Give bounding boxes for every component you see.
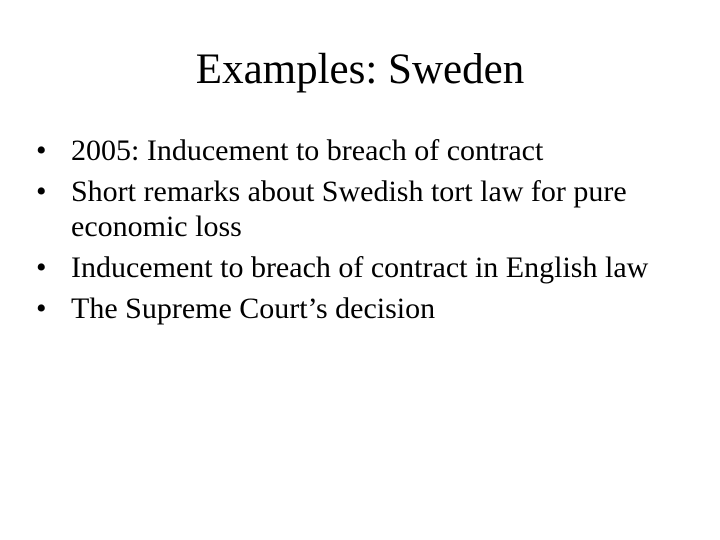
bullet-icon: • xyxy=(36,292,47,325)
bullet-item-2 xyxy=(36,174,676,244)
bullet-icon: • xyxy=(36,251,47,284)
bullet-item-3 xyxy=(36,250,676,285)
bullet-item-4 xyxy=(36,291,676,326)
bullet-text: Inducement to breach of contract in English law xyxy=(71,251,649,284)
bullet-icon: • xyxy=(36,175,47,208)
bullet-text: The Supreme Court’s decision xyxy=(71,292,436,325)
slide-title: Examples: Sweden xyxy=(195,46,525,93)
bullet-text: 2005: Inducement to breach of contract xyxy=(71,134,544,167)
bullet-list xyxy=(36,133,676,332)
bullet-text: Short remarks about Swedish tort law for pure economic loss xyxy=(71,175,627,243)
bullet-item-1 xyxy=(36,133,676,168)
bullet-icon: • xyxy=(36,134,47,167)
